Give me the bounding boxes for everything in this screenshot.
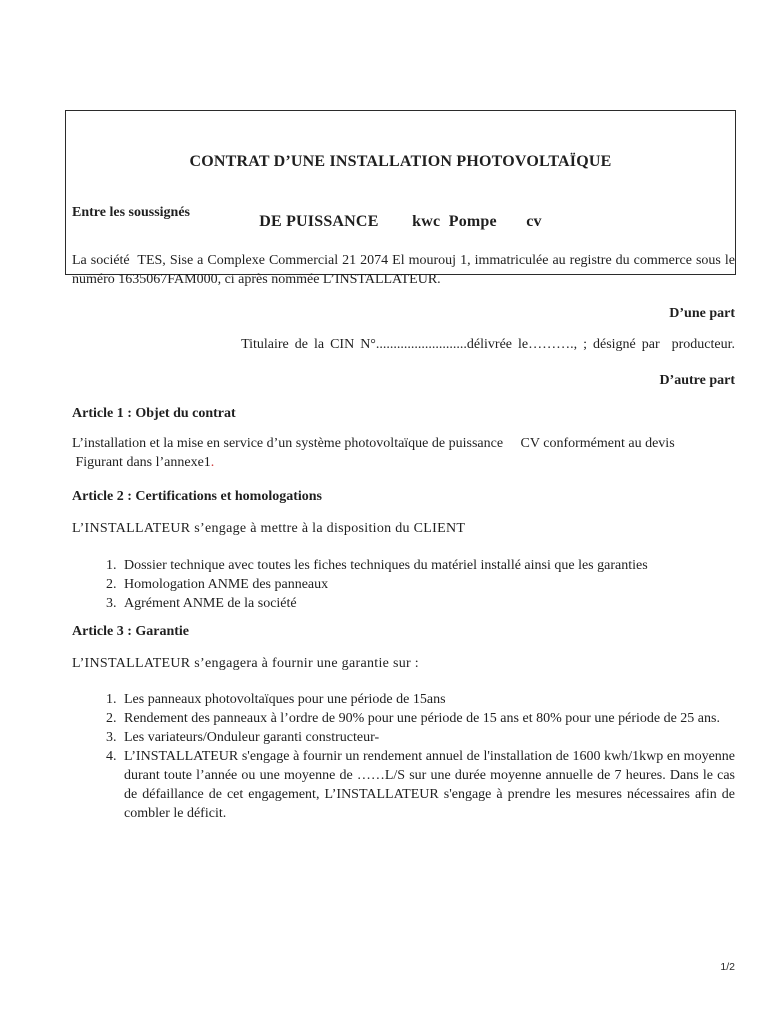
- article1-body-line2: [72, 453, 735, 472]
- article3-item-1: 1. Les panneaux photovoltaïques pour une période de 15ans: [120, 690, 735, 709]
- article1-heading: Article 1 : Objet du contrat: [72, 406, 236, 421]
- article3-item-3: 3. Les variateurs/Onduleur garanti constructeur-: [120, 728, 735, 747]
- article3-item-2: 2. Rendement des panneaux à l’ordre de 90% pour une période de 15 ans et 80% pour une période de 25 ans.: [120, 709, 735, 728]
- parties-heading: Entre les soussignés: [72, 205, 190, 220]
- article1-body: [72, 434, 735, 472]
- dune-part-label: D’une part: [669, 306, 735, 321]
- article1-body-line1: L’installation et la mise en service d’un système photovoltaïque de puissance CV conformément au devis: [72, 436, 675, 451]
- article2-item-3: 3. Agrément ANME de la société: [120, 594, 735, 613]
- article3-intro: L’INSTALLATEUR s’engagera à fournir une garantie sur :: [72, 656, 419, 671]
- article3-item-4: 4. L’INSTALLATEUR s'engage à fournir un rendement annuel de l'installation de 1600 kwh/1kwp en moyenne durant toute l’année ou une moyenne de ……L/S sur une durée moyenne annuelle de 7 heures. Dans le cas de défaillance de cet engagement, L’INSTALLATEUR s'engage à prendre les mesures nécessaires afin de combler le déficit.: [120, 747, 735, 823]
- article2-item-1: 1. Dossier technique avec toutes les fiches techniques du matériel installé ainsi que les garanties: [120, 556, 735, 575]
- article3-list: [72, 690, 735, 823]
- contract-title-line2: DE PUISSANCE kwc Pompe cv: [259, 213, 542, 230]
- article2-list: [72, 556, 735, 613]
- contract-title-line1: CONTRAT D’UNE INSTALLATION PHOTOVOLTAÏQUE: [189, 153, 612, 170]
- document-body: [72, 0, 735, 823]
- article1-body-line2-text: Figurant dans l’annexe1: [72, 455, 211, 470]
- company-paragraph: La société TES, Sise a Complexe Commercial 21 2074 El mourouj 1, immatriculée au registre du commerce sous le numéro 1635067FAM000, ci après nommée L’INSTALLATEUR.: [72, 253, 735, 287]
- dautre-part-label: D’autre part: [659, 373, 735, 388]
- article2-intro: L’INSTALLATEUR s’engage à mettre à la disposition du CLIENT: [72, 521, 466, 536]
- article3-heading: Article 3 : Garantie: [72, 624, 190, 639]
- page-number: 1/2: [720, 961, 735, 973]
- article2-heading: Article 2 : Certifications et homologations: [72, 489, 322, 504]
- titulaire-cin-line: Titulaire de la CIN N°..........................délivrée le………., ; désigné par producteur.: [241, 337, 735, 352]
- article2-item-2: 2. Homologation ANME des panneaux: [120, 575, 735, 594]
- article1-red-period: .: [210, 455, 215, 470]
